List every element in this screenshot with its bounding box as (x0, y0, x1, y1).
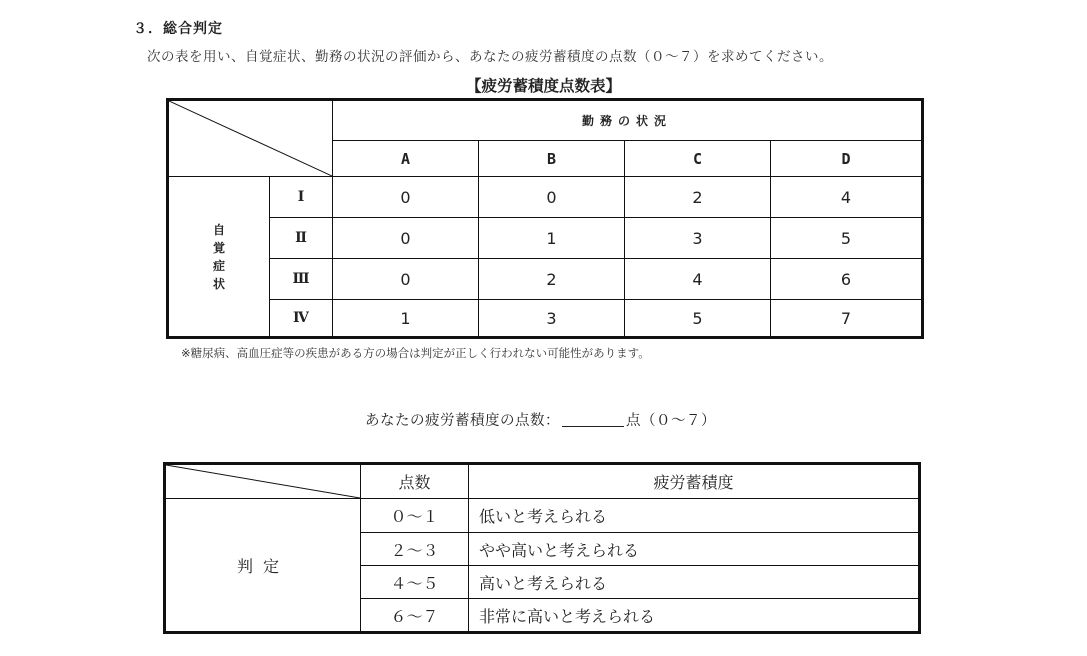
row-group-char: 覚 (212, 240, 225, 255)
score-cell: 5 (771, 218, 923, 259)
score-cell: 4 (625, 259, 771, 300)
score-range-cell: ２～３ (361, 533, 469, 566)
level-cell: 低いと考えられる (469, 499, 920, 533)
score-range-cell: ４～５ (361, 566, 469, 599)
score-cell: 2 (625, 177, 771, 218)
score-suffix: 点（０～７） (626, 413, 716, 429)
corner-cell (168, 100, 333, 177)
score-cell: 6 (771, 259, 923, 300)
score-cell: 0 (333, 259, 479, 300)
level-cell: 高いと考えられる (469, 566, 920, 599)
score-cell: 3 (479, 300, 625, 338)
score-range-cell: ０～１ (361, 499, 469, 533)
score-cell: 1 (479, 218, 625, 259)
fatigue-score-table (166, 98, 924, 339)
row-group-char: 状 (212, 276, 225, 291)
footnote: ※糖尿病、高血圧症等の疾患がある方の場合は判定が正しく行われない可能性があります。 (181, 346, 650, 360)
row-group-char: 自 (212, 222, 225, 237)
level-cell: 非常に高いと考えられる (469, 599, 920, 633)
column-header-b: B (479, 141, 625, 177)
column-header-d: D (771, 141, 923, 177)
score-cell: 7 (771, 300, 923, 338)
score-table-title (0, 74, 1087, 96)
score-entry-line (365, 409, 716, 430)
section-heading: ３．総合判定 (133, 21, 223, 37)
score-cell: 0 (333, 177, 479, 218)
diagonal-line (166, 465, 360, 498)
row-header-2: Ⅱ (270, 218, 333, 259)
score-cell: 0 (479, 177, 625, 218)
score-table-title-text: 【疲労蓄積度点数表】 (465, 77, 621, 95)
score-cell: 4 (771, 177, 923, 218)
column-header-score: 点数 (361, 464, 469, 499)
judgement-table (163, 462, 921, 634)
row-header-1: Ⅰ (270, 177, 333, 218)
score-cell: 5 (625, 300, 771, 338)
row-group-header (168, 177, 270, 338)
row-group-char: 症 (212, 258, 225, 273)
row-group-header: 判定 (165, 499, 361, 633)
score-cell: 2 (479, 259, 625, 300)
row-header-4: Ⅳ (270, 300, 333, 338)
score-cell: 0 (333, 218, 479, 259)
score-range-cell: ６～７ (361, 599, 469, 633)
level-cell: やや高いと考えられる (469, 533, 920, 566)
score-cell: 3 (625, 218, 771, 259)
corner-cell (165, 464, 361, 499)
column-header-level: 疲労蓄積度 (469, 464, 920, 499)
row-header-3: Ⅲ (270, 259, 333, 300)
diagonal-line (169, 101, 332, 176)
score-blank-field[interactable] (562, 410, 624, 427)
column-header-a: A (333, 141, 479, 177)
score-cell: 1 (333, 300, 479, 338)
column-group-header: 勤務の状況 (333, 100, 923, 141)
score-prefix: あなたの疲労蓄積度の点数： (365, 413, 560, 429)
column-header-c: C (625, 141, 771, 177)
intro-text: 次の表を用い、自覚症状、勤務の状況の評価から、あなたの疲労蓄積度の点数（０～７）を求めてください。 (147, 49, 833, 65)
